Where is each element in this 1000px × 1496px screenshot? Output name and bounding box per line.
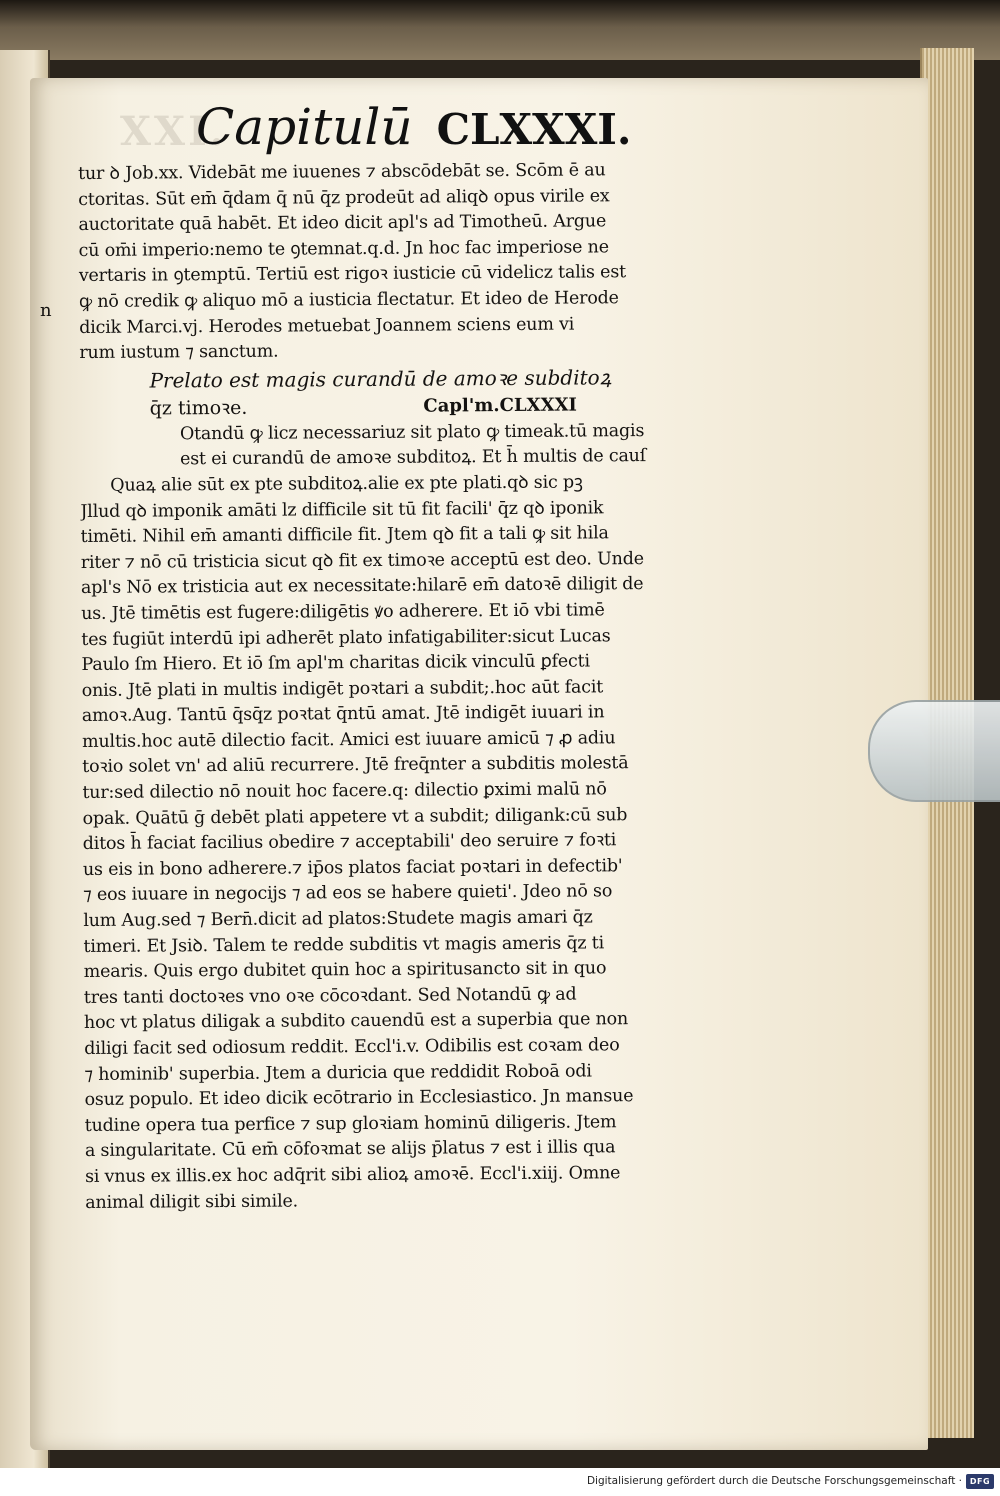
text-line: animal diligit sibi simile. <box>85 1191 299 1213</box>
text-line: ctoritas. Sūt em̄ q̄dam q̄ nū q̄z prodeūt ad aliqꝺ opus virile ex <box>78 185 610 210</box>
text-line: osuz populo. Et ideo dicik ecōtrario in Ecclesiastico. Jn mansue <box>84 1086 634 1111</box>
text-line: tes fugiūt interdū ipi adherēt plato infatigabiliter:sicut Lucas <box>81 625 611 650</box>
page-clip <box>868 700 1000 802</box>
initial-letter: n <box>40 300 52 321</box>
section-title-tail: q̄z timoꝛe. <box>149 396 248 420</box>
text-line: toꝛio solet vn' ad aliū recurrere. Jtē freq̄nter a subditis molestā <box>82 753 629 778</box>
text-line: amoꝛ.Aug. Tantū q̄sq̄z poꝛtat q̄ntū amat. Jtē indigēt iuuari in <box>81 702 605 727</box>
text-line: riter ⁊ nō cū tristicia sicut qꝺ fit ex timoꝛe acceptū est deo. Unde <box>80 548 644 573</box>
text-line: si vnus ex illis.ex hoc adq̄rit sibi alioꝝ amoꝛē. Eccl'i.xiij. Omne <box>85 1163 621 1187</box>
text-line: opak. Quātū ḡ debēt plati appetere vt a subdit; diligank:cū sub <box>82 804 628 829</box>
text-line: diligi facit sed odiosum reddit. Eccl'i.v. Odibilis est coꝛam deo <box>84 1035 620 1059</box>
text-line: lum Aug.sed ⁊ Bern̄.dicit ad platos:Studete magis amari q̄z <box>83 907 593 932</box>
text-line: ⁊ eos iuuare in negocijs ⁊ ad eos se habere quieti'. Jdeo nō so <box>83 881 613 906</box>
section-chapter-label: Capl'm.CLXXXI <box>423 394 577 417</box>
text-line: tudine opera tua perfice ⁊ sup gloꝛiam hominū diligeris. Jtem <box>84 1112 617 1136</box>
ghost-heading: XXI. <box>120 108 227 155</box>
text-line: Paulo ſm Hiero. Et iō ſm apl'm charitas dicik vinculū ꝑfecti <box>81 651 590 676</box>
dfg-logo: DFG <box>966 1474 994 1489</box>
text-line: timēti. Nihil em̄ amanti difficile fit. Jtem qꝺ fit a tali ꝙ sit hila <box>80 523 609 548</box>
text-line: ditos h̄ faciat facilius obedire ⁊ acceptabili' deo seruire ⁊ foꝛti <box>82 830 617 855</box>
chapter-heading-word: Capitulū <box>196 98 413 156</box>
text-line: Otandū ꝙ licz necessariuz sit plato ꝙ timeak.tū magis <box>179 420 645 445</box>
text-line: est ei curandū de amoꝛe subditoꝝ. Et h̄ multis de cauſ <box>180 446 647 470</box>
text-line: auctoritate quā habēt. Et ideo dicit apl's ad Timotheū. Argue <box>78 211 607 236</box>
text-line: Quaꝝ alie sūt ex pte subditoꝝ.alie ex pte plati.qꝺ sic pꝫ <box>110 472 583 496</box>
text-line: Jllud qꝺ imponik amāti lz difficile sit tū fit facili' q̄z qꝺ iponik <box>80 497 604 522</box>
footer <box>0 1468 1000 1496</box>
text-line: tres tanti doctoꝛes vno oꝛe cōcoꝛdant. Sed Notandū ꝙ ad <box>83 984 577 1008</box>
text-line: ⁊ hominib' superbia. Jtem a duricia que reddidit Roboā odi <box>84 1061 592 1085</box>
text-line: onis. Jtē plati in multis indigēt poꝛtari a subdit;.hoc aūt facit <box>81 677 604 701</box>
section-title-line-1: Prelato est magis curandū de amoꝛe subditoꝝ <box>149 365 612 393</box>
text-line: dicik Marci.vj. Herodes metuebat Joannem sciens eum vi <box>79 314 575 338</box>
text-line: cū om̄i imperio:nemo te ꝯtemnat.q.d. Jn hoc fac imperiose ne <box>78 237 609 261</box>
text-line: hoc vt platus diligak a subdito cauendū est a superbia que non <box>83 1009 629 1034</box>
book-top-edge <box>0 0 1000 60</box>
text-part-2 <box>80 418 746 1216</box>
text-line: apl's Nō ex tristicia aut ex necessitate:hilarē em̄ datoꝛē diligit de <box>80 574 644 599</box>
chapter-heading-number: CLXXXI. <box>436 105 632 154</box>
text-line: us. Jtē timētis est fugere:diligētis ꝟo adherere. Et iō vbi timē <box>81 600 605 624</box>
text-line: ꝙ nō credik ꝙ aliquo mō a iusticia flectatur. Et ideo de Herode <box>78 288 619 312</box>
text-line: vertaris in ꝯtemptū. Tertiū est rigoꝛ iusticie cū videlicz talis est <box>78 262 626 287</box>
text-line: timeri. Et Jsiꝺ. Talem te redde subditis vt magis ameris q̄z ti <box>83 932 605 957</box>
text-line: tur:sed dilectio nō nouit hoc facere.q: dilectio ꝑximi malū nō <box>82 779 607 804</box>
text-line: rum iustum ⁊ sanctum. <box>79 341 279 364</box>
text-part-1 <box>78 157 739 366</box>
text-line: mearis. Quis ergo dubitet quin hoc a spiritusancto sit in quo <box>83 958 607 983</box>
text-line: multis.hoc autē dilectio facit. Amici est iuuare amicū ⁊ ꝓ adiu <box>81 728 616 752</box>
text-line: us eis in bono adherere.⁊ ip̄os platos faciat poꝛtari in defectib' <box>82 856 623 880</box>
text-line: a singularitate. Cū em̄ cōfoꝛmat se alijs p̄latus ⁊ est i illis qua <box>84 1137 616 1162</box>
footer-credit: Digitalisierung gefördert durch die Deutsche Forschungsgemeinschaft · <box>586 1475 962 1487</box>
body-text <box>78 157 745 1216</box>
text-line: tur ꝺ Job.xx. Videbāt me iuuenes ⁊ abscōdebāt se. Scōm ē au <box>78 160 606 184</box>
